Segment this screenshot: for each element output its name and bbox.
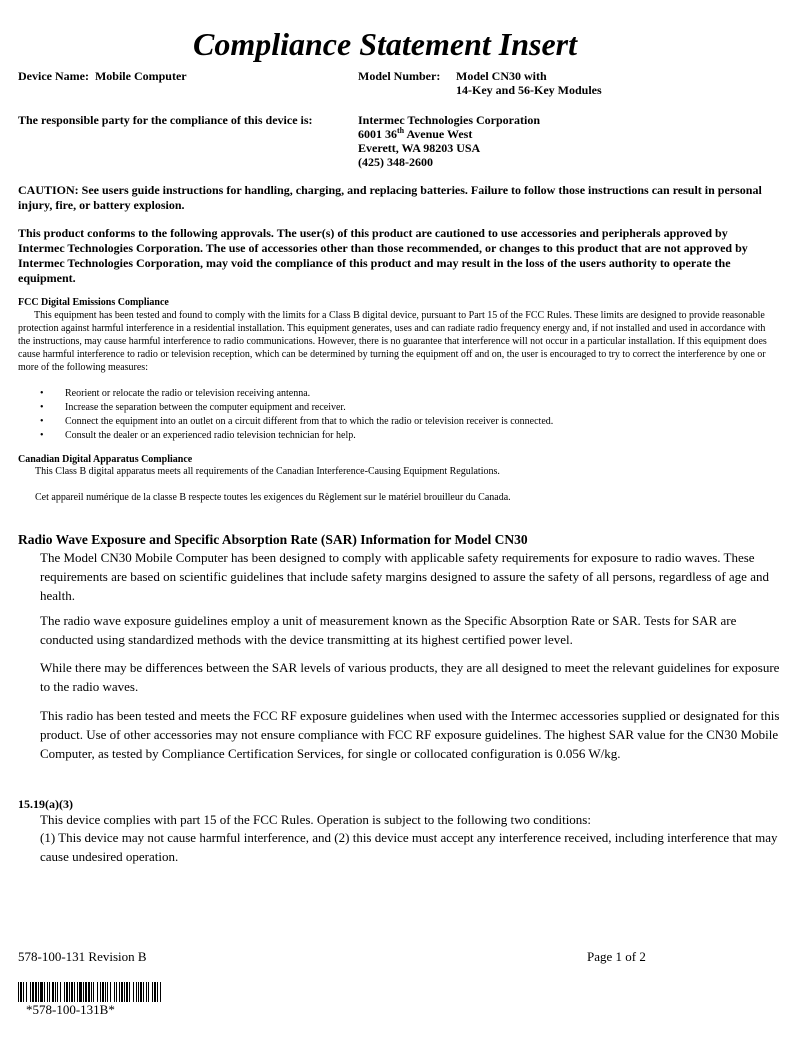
fcc-heading: FCC Digital Emissions Compliance <box>18 297 169 308</box>
part15-heading: 15.19(a)(3) <box>18 797 73 811</box>
canadian-french: Cet appareil numérique de la classe B respecte toutes les exigences du Règlement sur le matériel brouilleur du Canada. <box>35 492 511 503</box>
list-item: • Connect the equipment into an outlet on a circuit different from that to which the radio or television receiver is connected. <box>18 415 770 429</box>
sar-paragraph-4: This radio has been tested and meets the FCC RF exposure guidelines when used with the Intermec accessories supplied or designated for this product. Use of other accessories may not ensure compliance with FCC RF exposure guidelines. The highest SAR value for the CN30 Mobile Computer, as tested by Compliance Certification Services, for single or collocated configuration is 0.056 W/kg. <box>40 708 780 761</box>
model-line-1: Model CN30 with <box>456 69 547 83</box>
document-number: 578-100-131 Revision B <box>18 949 147 964</box>
sar-paragraph-2: The radio wave exposure guidelines employ a unit of measurement known as the Specific Absorption Rate or SAR. Tests for SAR are conducted using standardized methods with the device transmitting at its highest certified power level. <box>40 613 737 647</box>
fcc-body: This equipment has been tested and found to comply with the limits for a Class B digital device, pursuant to Part 15 of the FCC Rules. These limits are designed to provide reasonable protection against harmful interference in a residential installation. This equipment generates, uses and can radiate radio frequency energy and, if not installed and used in accordance with the instructions, may cause harmful interference to radio communications. However, there is no guarantee that interference will not occur in a particular installation. If this equipment does cause harmful interference to radio or television reception, which can be determined by turning the equipment off and on, the user is encouraged to try to correct the interference by one or more of the following measures: <box>18 310 767 373</box>
canadian-heading: Canadian Digital Apparatus Compliance <box>18 454 193 465</box>
device-name <box>18 69 187 83</box>
list-item: • Increase the separation between the computer equipment and receiver. <box>18 401 770 415</box>
ordinal-suffix: th <box>397 126 405 135</box>
barcode-text: *578-100-131B* <box>26 1002 115 1017</box>
device-name-value: Mobile Computer <box>94 69 187 83</box>
list-item: • Reorient or relocate the radio or television receiving antenna. <box>18 387 770 401</box>
device-name-label: Device Name: <box>18 69 89 83</box>
phone-number: (425) 348-2600 <box>358 155 433 169</box>
document-title: Compliance Statement Insert <box>192 26 578 62</box>
responsible-party-label: The responsible party for the compliance of this device is: <box>18 113 313 127</box>
caution-notice: CAUTION: See users guide instructions for handling, charging, and replacing batteries. Failure to follow those instructions can result in personal injury, fire, or battery explosion. <box>18 183 762 212</box>
address-street: 6001 36th Avenue West <box>358 126 473 141</box>
sar-paragraph-1: The Model CN30 Mobile Computer has been designed to comply with applicable safety requirements for exposure to radio waves. These requirements are based on scientific guidelines that include safety margins designed to assure the safety of all persons, regardless of age and health. <box>40 550 769 603</box>
approvals-statement: This product conforms to the following approvals. The user(s) of this product are cautioned to use accessories and peripherals approved by Intermec Technologies Corporation. The use of accessories other than those recommended, or changes to this product that are not approved by Intermec Technologies Corporation, may void the compliance of this product and may result in the loss of the users authority to operate the equipment. <box>18 226 748 285</box>
part15-line-2: (1) This device may not cause harmful interference, and (2) this device must accept any interference received, including interference that may cause undesired operation. <box>40 830 778 864</box>
responsible-party-address <box>358 113 540 169</box>
model-number-value <box>456 69 602 97</box>
sar-heading: Radio Wave Exposure and Specific Absorption Rate (SAR) Information for Model CN30 <box>18 532 528 547</box>
barcode-stripe <box>161 982 162 1002</box>
model-number-label: Model Number: <box>358 69 441 83</box>
model-line-2: 14-Key and 56-Key Modules <box>456 83 602 97</box>
company-name: Intermec Technologies Corporation <box>358 113 540 127</box>
address-city: Everett, WA 98203 USA <box>358 141 481 155</box>
fcc-measures-list <box>18 387 770 443</box>
list-item: • Consult the dealer or an experienced radio television technician for help. <box>18 429 770 443</box>
canadian-english: This Class B digital apparatus meets all requirements of the Canadian Interference-Causing Equipment Regulations. <box>35 466 500 477</box>
sar-paragraph-3: While there may be differences between the SAR levels of various products, they are all designed to meet the relevant guidelines for exposure to the radio waves. <box>40 660 780 694</box>
part15-line-1: This device complies with part 15 of the FCC Rules. Operation is subject to the following two conditions: <box>40 812 591 827</box>
page-number: Page 1 of 2 <box>587 949 646 964</box>
barcode <box>18 982 162 1002</box>
